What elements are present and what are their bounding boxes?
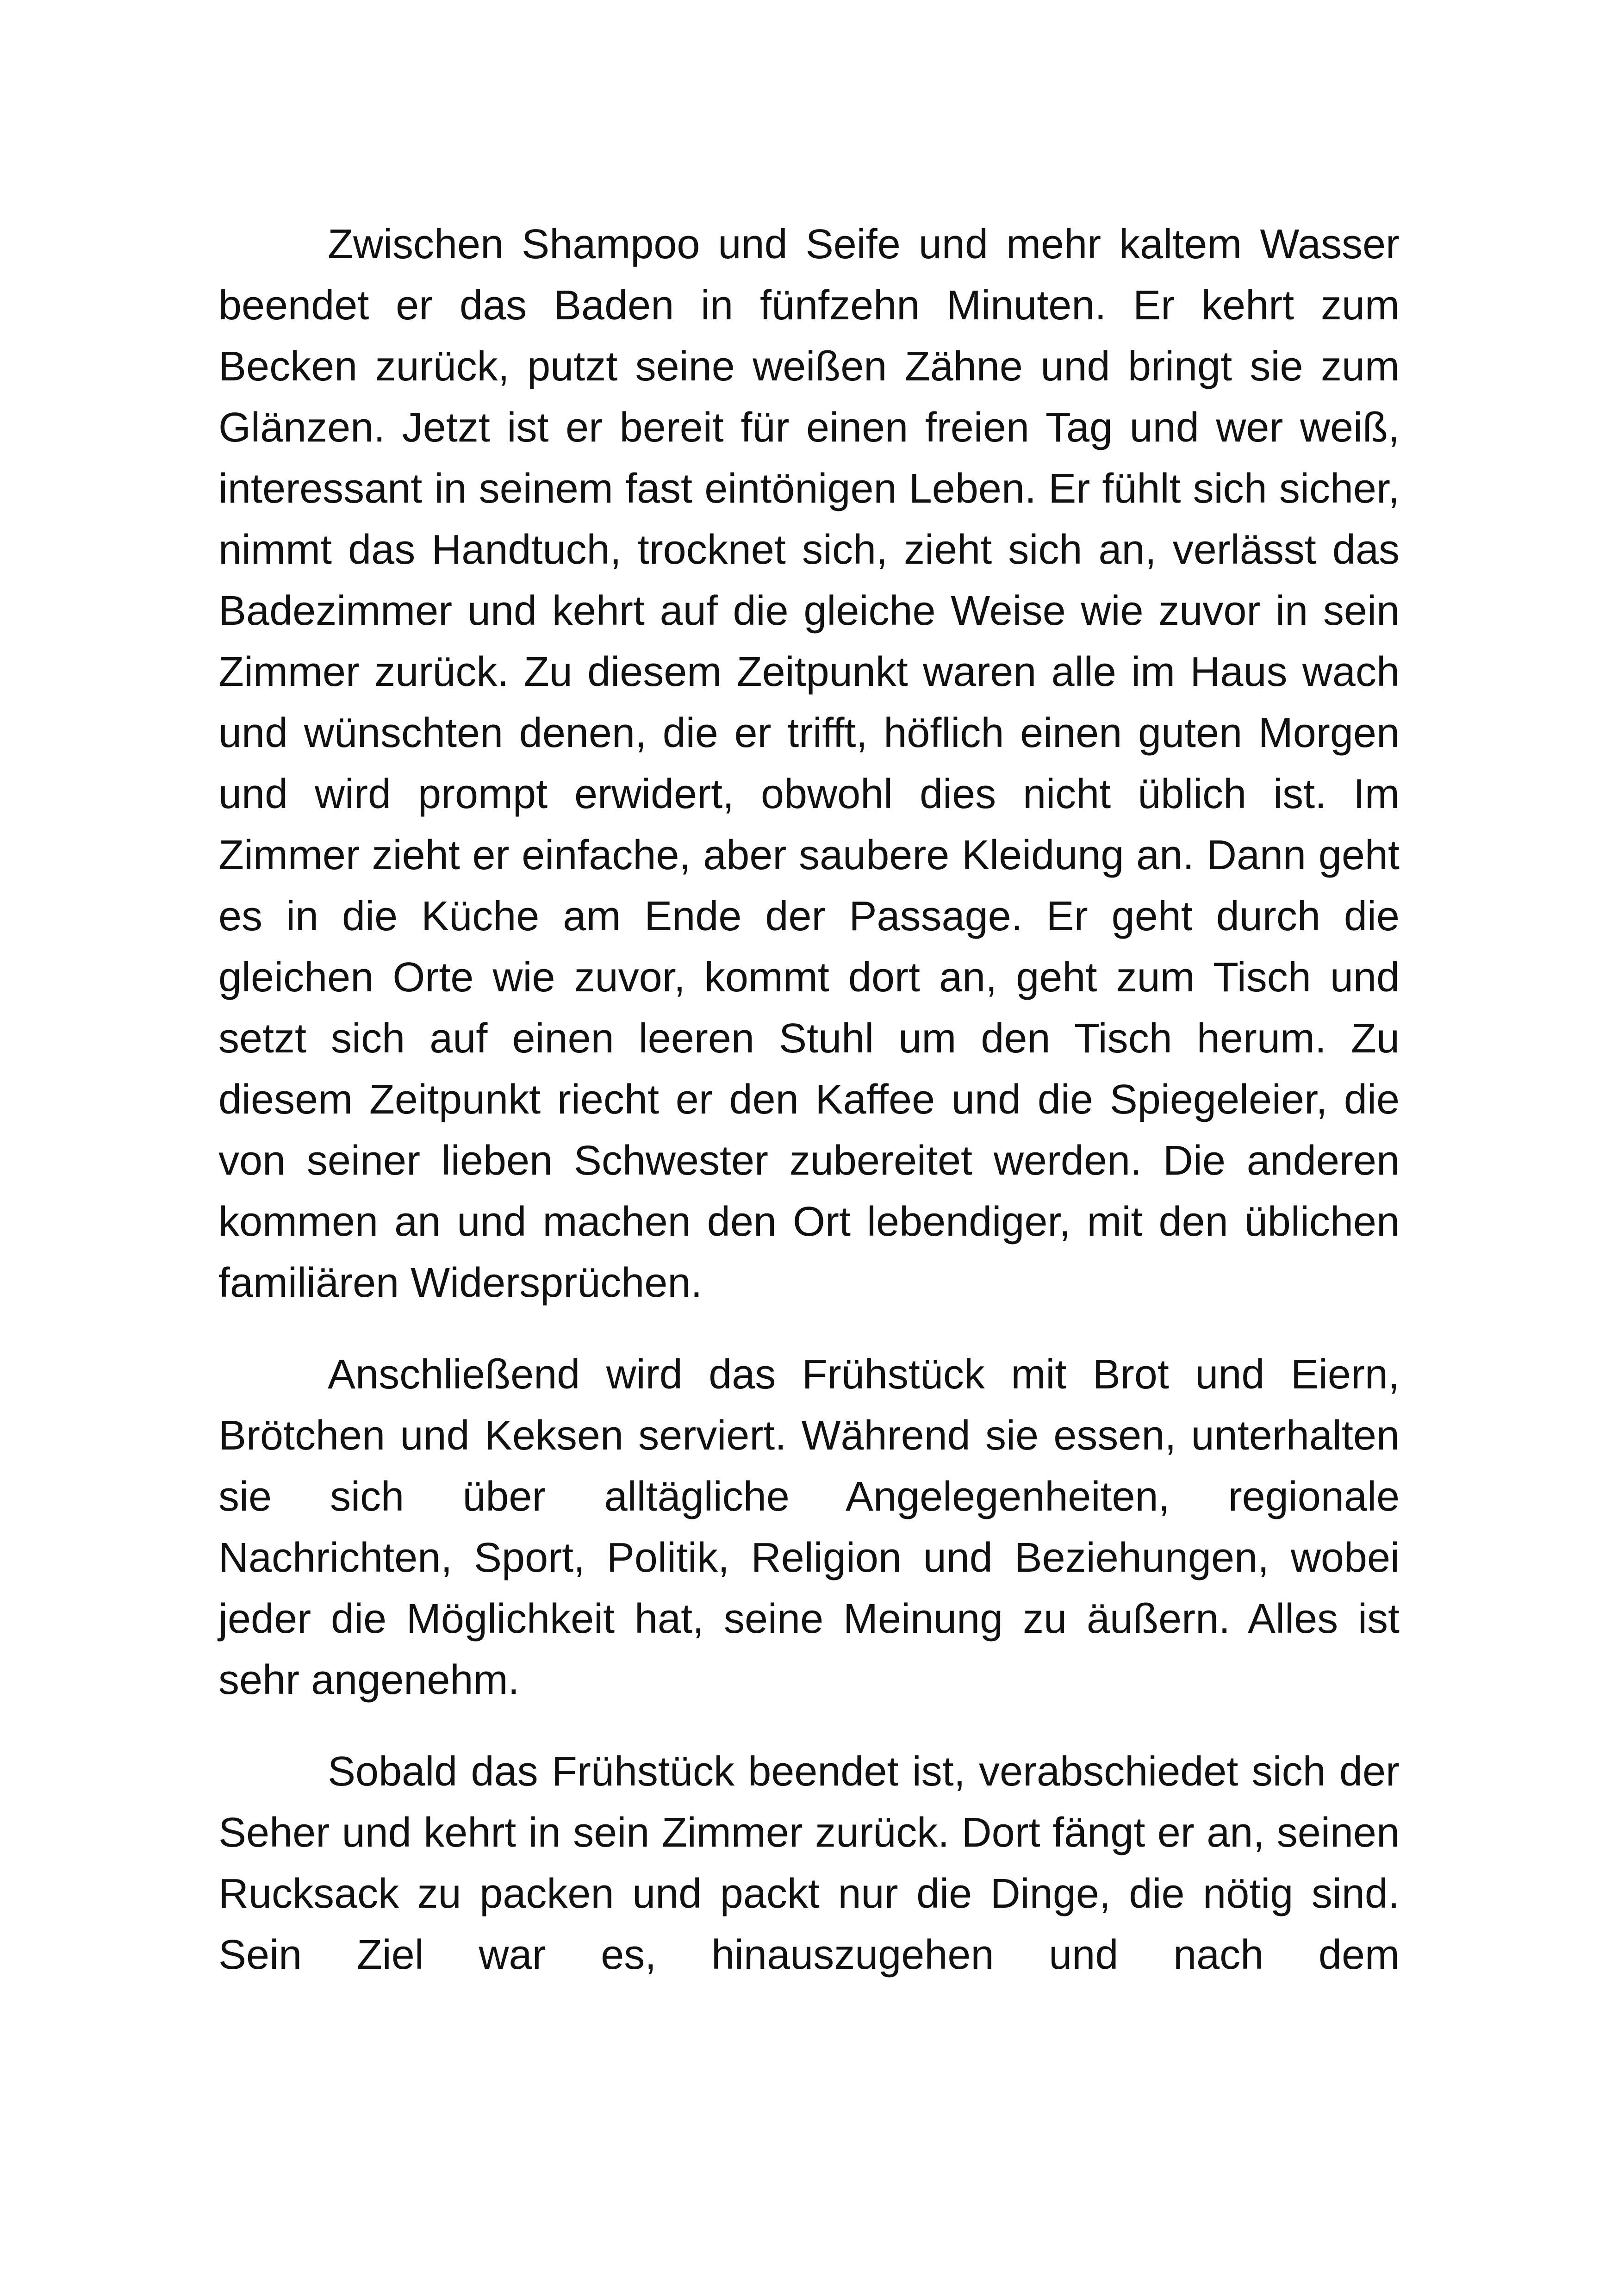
paragraph-2: Anschließend wird das Frühstück mit Brot und Eiern, Brötchen und Keksen serviert. Während sie essen, unterhalten sie sich über alltägliche Angelegenheiten, regionale Nachrichten, Sport, Politik, Religion und Beziehungen, wobei jeder die Möglichkeit hat, seine Meinung zu äußern. Alles ist sehr angenehm.	[218, 1351, 1400, 1703]
body-text	[218, 214, 1400, 1985]
paragraph-1: Zwischen Shampoo und Seife und mehr kaltem Wasser beendet er das Baden in fünfzehn Minuten. Er kehrt zum Becken zurück, putzt seine weißen Zähne und bringt sie zum Glänzen. Jetzt ist er bereit für einen freien Tag und wer weiß, interessant in seinem fast eintönigen Leben. Er fühlt sich sicher, nimmt das Handtuch, trocknet sich, zieht sich an, verlässt das Badezimmer und kehrt auf die gleiche Weise wie zuvor in sein Zimmer zurück. Zu diesem Zeitpunkt waren alle im Haus wach und wünschten denen, die er trifft, höflich einen guten Morgen und wird prompt erwidert, obwohl dies nicht üblich ist. Im Zimmer zieht er einfache, aber saubere Kleidung an. Dann geht es in die Küche am Ende der Passage. Er geht durch die gleichen Orte wie zuvor, kommt dort an, geht zum Tisch und setzt sich auf einen leeren Stuhl um den Tisch herum. Zu diesem Zeitpunkt riecht er den Kaffee und die Spiegeleier, die von seiner lieben Schwester zubereitet werden. Die anderen kommen an und machen den Ort lebendiger, mit den üblichen familiären Widersprüchen.	[218, 221, 1400, 1306]
paragraph-3: Sobald das Frühstück beendet ist, verabschiedet sich der Seher und kehrt in sein Zimmer zurück. Dort fängt er an, seinen Rucksack zu packen und packt nur die Dinge, die nötig sind. Sein Ziel war es, hinauszugehen und nach dem	[218, 1748, 1400, 1978]
